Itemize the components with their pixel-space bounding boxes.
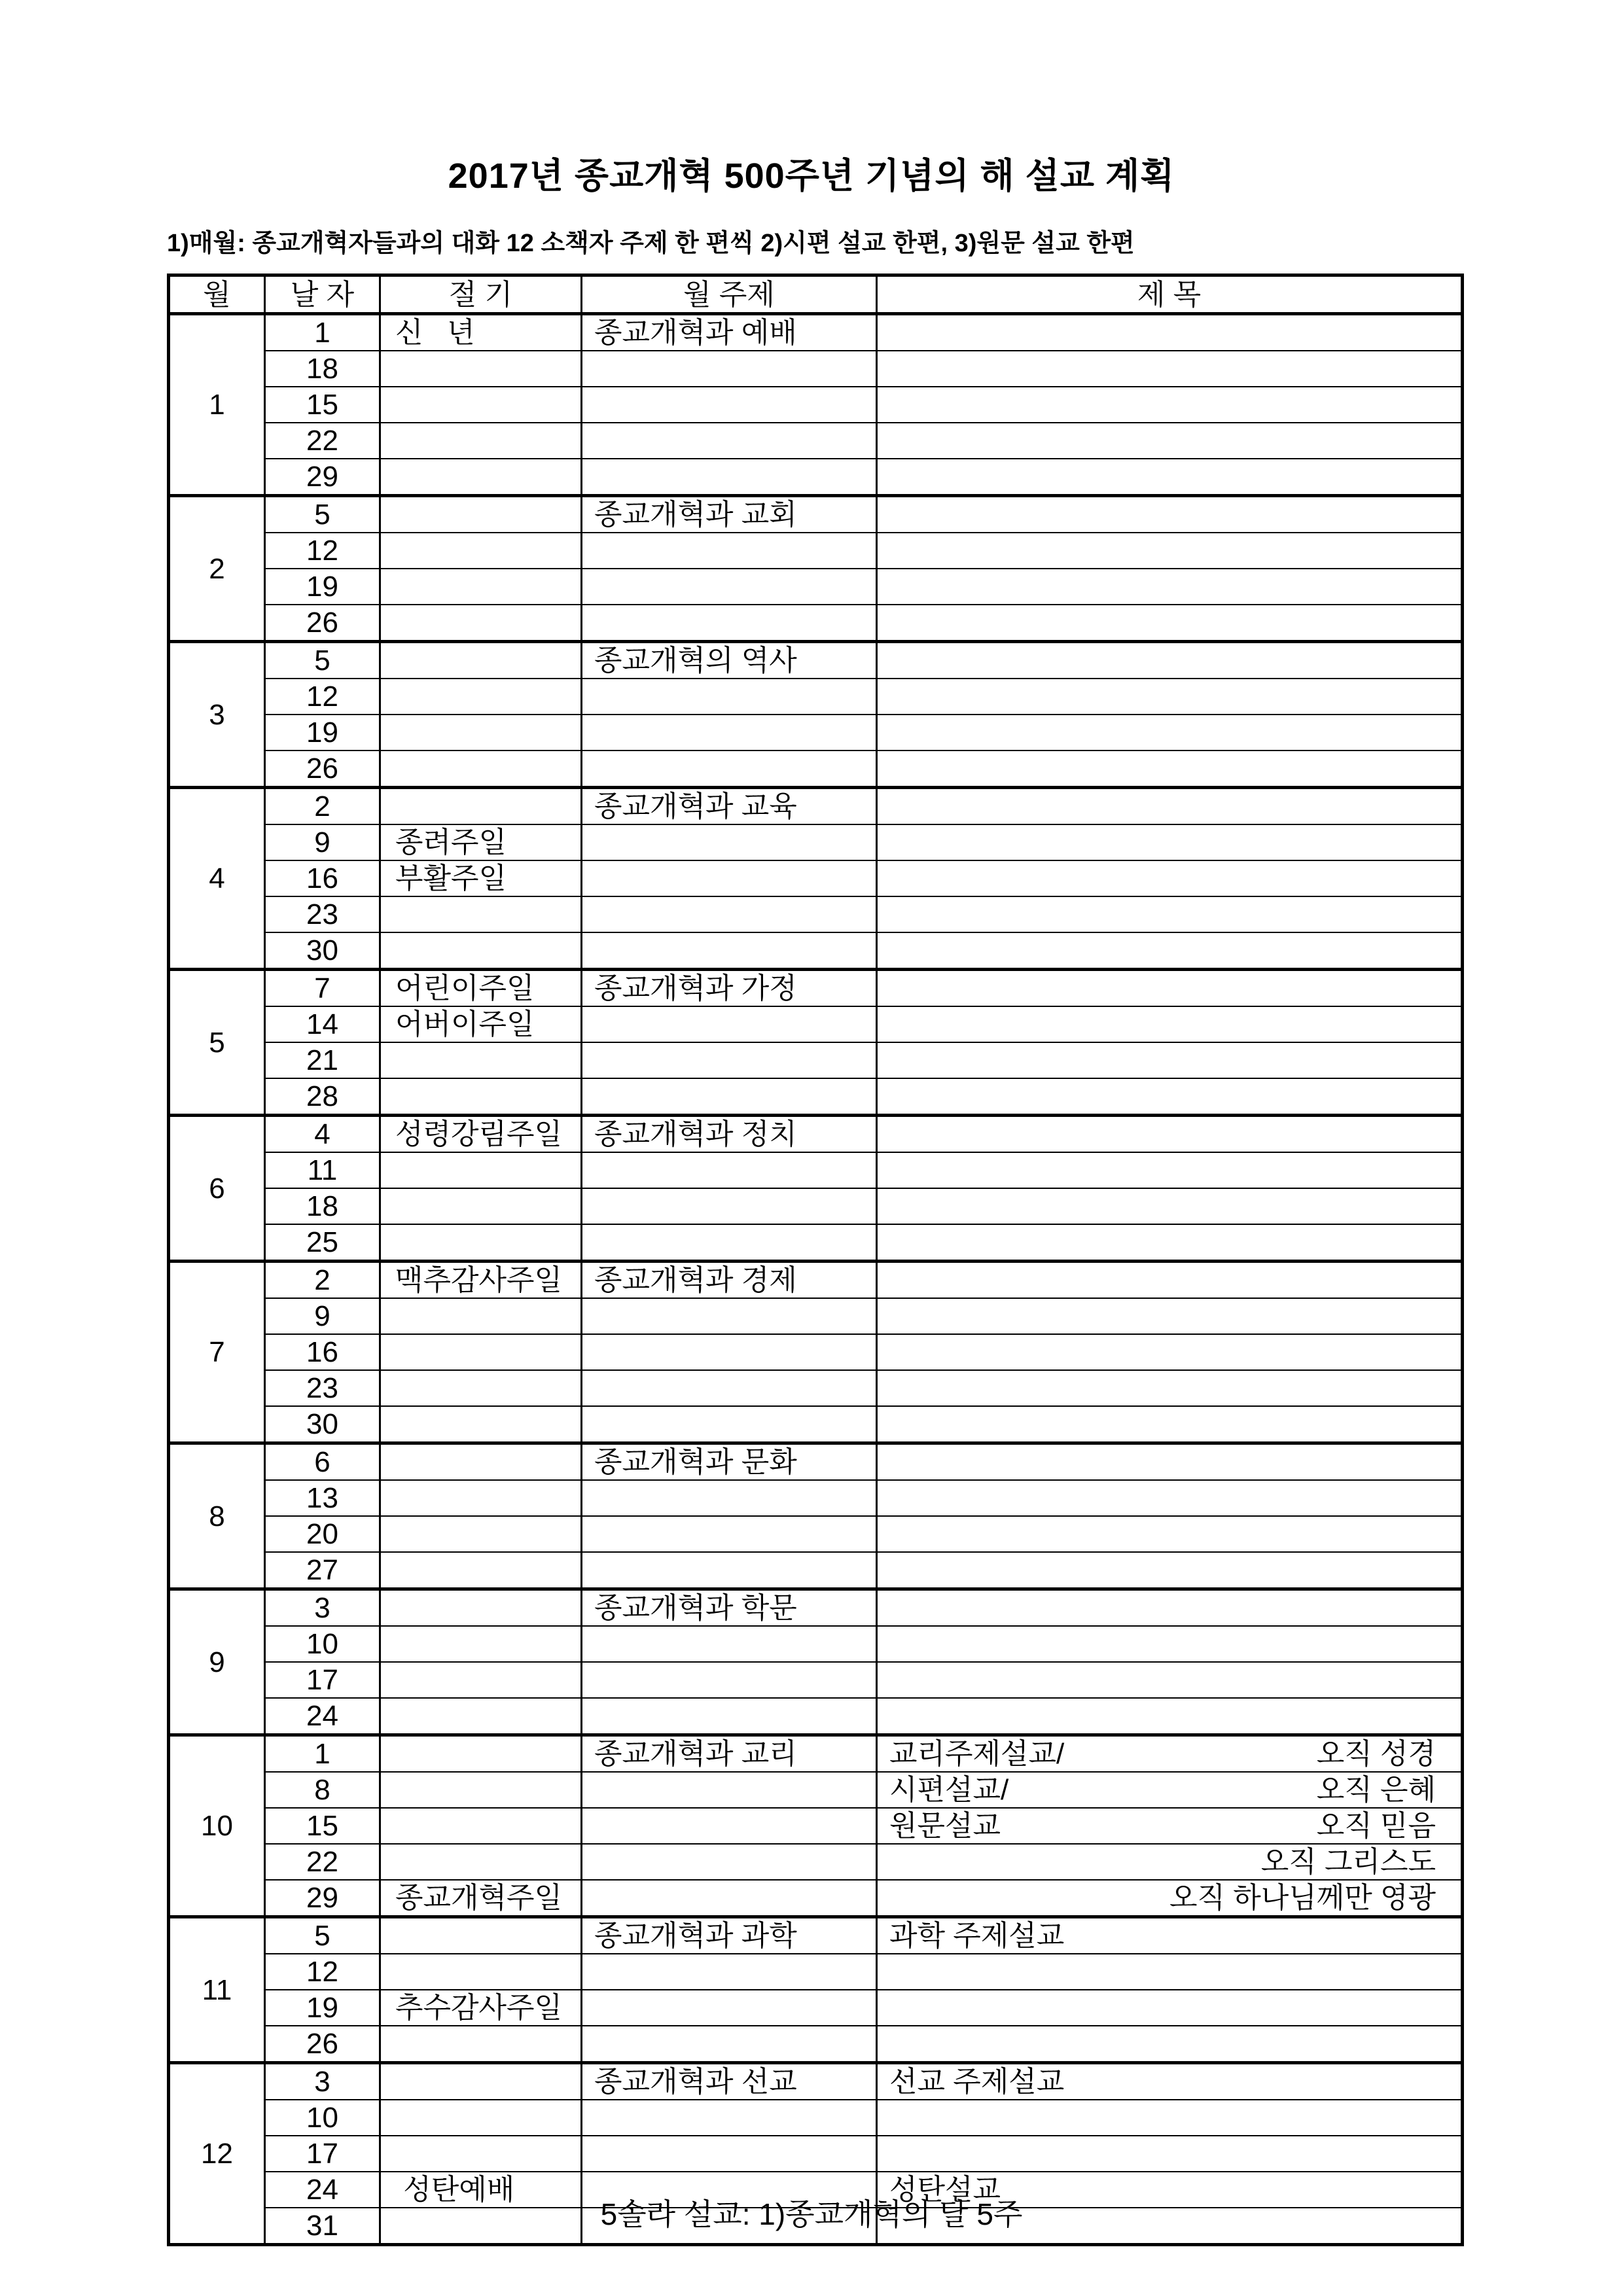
- month-cell: 4: [169, 788, 265, 970]
- season-cell: [380, 2026, 582, 2063]
- date-cell: 16: [265, 1334, 380, 1370]
- date-cell: 20: [265, 1516, 380, 1552]
- title-cell: [877, 2100, 1463, 2136]
- theme-cell: 종교개혁과 학문: [582, 1589, 877, 1627]
- season-cell: [380, 1370, 582, 1406]
- table-row: [169, 2063, 1463, 2100]
- table-row: [169, 1772, 1463, 1808]
- season-cell: [380, 605, 582, 642]
- table-row: [169, 1735, 1463, 1773]
- table-row: [169, 715, 1463, 751]
- table-row: [169, 788, 1463, 825]
- title-cell: [877, 1443, 1463, 1481]
- title-right-text: 오직 믿음: [1316, 1810, 1436, 1842]
- date-cell: 26: [265, 605, 380, 642]
- header-cell-date: 날 자: [265, 275, 380, 314]
- theme-cell: [582, 751, 877, 788]
- table-row: [169, 2026, 1463, 2063]
- title-cell: [877, 1772, 1463, 1808]
- season-cell: 어린이주일: [380, 970, 582, 1007]
- date-cell: 22: [265, 1844, 380, 1880]
- table-row: [169, 1152, 1463, 1188]
- theme-cell: [582, 896, 877, 932]
- table-row: [169, 896, 1463, 932]
- theme-cell: 종교개혁과 정치: [582, 1116, 877, 1153]
- season-cell: [380, 459, 582, 496]
- title-cell: [877, 932, 1463, 970]
- table-row: [169, 1880, 1463, 1917]
- table-row: [169, 1116, 1463, 1153]
- season-cell: [380, 896, 582, 932]
- theme-cell: [582, 1334, 877, 1370]
- date-cell: 9: [265, 824, 380, 860]
- date-cell: 21: [265, 1042, 380, 1078]
- date-cell: 26: [265, 751, 380, 788]
- season-cell: [380, 1188, 582, 1224]
- date-cell: 26: [265, 2026, 380, 2063]
- title-cell: [877, 533, 1463, 569]
- table-row: [169, 1662, 1463, 1698]
- title-cell: [877, 860, 1463, 896]
- theme-cell: [582, 1626, 877, 1662]
- date-cell: 6: [265, 1443, 380, 1481]
- season-cell: [380, 1224, 582, 1262]
- table-row: [169, 642, 1463, 679]
- table-row: [169, 605, 1463, 642]
- theme-cell: [582, 2136, 877, 2172]
- theme-cell: [582, 1698, 877, 1735]
- title-cell: [877, 1552, 1463, 1589]
- table-row: [169, 387, 1463, 423]
- table-row: [169, 1626, 1463, 1662]
- season-cell: [380, 788, 582, 825]
- date-cell: 12: [265, 679, 380, 715]
- theme-cell: [582, 932, 877, 970]
- title-cell: [877, 605, 1463, 642]
- title-cell: [877, 896, 1463, 932]
- date-cell: 18: [265, 1188, 380, 1224]
- title-cell: [877, 1370, 1463, 1406]
- table-row: [169, 1188, 1463, 1224]
- table-row: [169, 970, 1463, 1007]
- theme-cell: 종교개혁과 예배: [582, 314, 877, 351]
- date-cell: 30: [265, 1406, 380, 1443]
- document-title: 2017년 종교개혁 500주년 기념의 해 설교 계획: [448, 156, 1175, 196]
- theme-cell: [582, 1042, 877, 1078]
- table-row: [169, 1262, 1463, 1299]
- season-cell: [380, 496, 582, 533]
- title-cell: [877, 1917, 1463, 1954]
- title-cell: [877, 1626, 1463, 1662]
- date-cell: 5: [265, 642, 380, 679]
- season-cell: [380, 1954, 582, 1990]
- date-cell: 1: [265, 1735, 380, 1773]
- season-cell: [380, 1443, 582, 1481]
- table-row: [169, 314, 1463, 351]
- theme-cell: [582, 459, 877, 496]
- date-cell: 31: [265, 2208, 380, 2245]
- season-cell: [380, 569, 582, 605]
- table-row: [169, 1078, 1463, 1116]
- date-cell: 10: [265, 2100, 380, 2136]
- date-cell: 16: [265, 860, 380, 896]
- title-cell: [877, 824, 1463, 860]
- title-cell: [877, 1589, 1463, 1627]
- theme-cell: [582, 1552, 877, 1589]
- date-cell: 10: [265, 1626, 380, 1662]
- document-subtitle: 1)매월: 종교개혁자들과의 대화 12 소책자 주제 한 편씩 2)시편 설교 한편, 3)원문 설교 한편: [167, 230, 1135, 257]
- footer-note: 5솔라 설교: 1)종교개혁의 달 5주: [600, 2197, 1023, 2231]
- theme-cell: [582, 2026, 877, 2063]
- title-left-text: 선교 주제설교: [889, 2066, 1065, 2098]
- table-row: [169, 533, 1463, 569]
- date-cell: 5: [265, 496, 380, 533]
- title-cell: [877, 1188, 1463, 1224]
- plan-table-body: [169, 314, 1463, 2245]
- table-header-row: [169, 275, 1463, 314]
- title-right-text: 오직 은혜: [1316, 1774, 1436, 1806]
- table-row: [169, 1370, 1463, 1406]
- theme-cell: 종교개혁과 교리: [582, 1735, 877, 1773]
- table-row: [169, 351, 1463, 387]
- theme-cell: [582, 1224, 877, 1262]
- theme-cell: 종교개혁과 경제: [582, 1262, 877, 1299]
- title-cell: [877, 1990, 1463, 2026]
- season-cell: [380, 423, 582, 459]
- title-cell: [877, 2136, 1463, 2172]
- table-row: [169, 1990, 1463, 2026]
- season-cell: 부활주일: [380, 860, 582, 896]
- theme-cell: 종교개혁과 교육: [582, 788, 877, 825]
- month-cell: 6: [169, 1116, 265, 1262]
- table-row: [169, 860, 1463, 896]
- title-left-text: 성탄설교: [889, 2174, 1001, 2206]
- date-cell: 19: [265, 715, 380, 751]
- date-cell: 4: [265, 1116, 380, 1153]
- date-cell: 30: [265, 932, 380, 970]
- date-cell: 14: [265, 1006, 380, 1042]
- table-row: [169, 751, 1463, 788]
- table-row: [169, 1844, 1463, 1880]
- date-cell: 11: [265, 1152, 380, 1188]
- date-cell: 15: [265, 387, 380, 423]
- header-cell-theme: 월 주제: [582, 275, 877, 314]
- date-cell: 13: [265, 1480, 380, 1516]
- theme-cell: [582, 824, 877, 860]
- title-right-text: 오직 성경: [1316, 1738, 1436, 1770]
- date-cell: 19: [265, 569, 380, 605]
- table-row: [169, 1443, 1463, 1481]
- theme-cell: [582, 2100, 877, 2136]
- theme-cell: [582, 351, 877, 387]
- title-cell: [877, 1152, 1463, 1188]
- month-cell: 12: [169, 2063, 265, 2245]
- title-cell: [877, 2026, 1463, 2063]
- month-cell: 8: [169, 1443, 265, 1589]
- season-cell: [380, 1516, 582, 1552]
- title-cell: [877, 1880, 1463, 1917]
- theme-cell: 종교개혁과 과학: [582, 1917, 877, 1954]
- date-cell: 7: [265, 970, 380, 1007]
- date-cell: 5: [265, 1917, 380, 1954]
- title-cell: [877, 1480, 1463, 1516]
- theme-cell: [582, 1880, 877, 1917]
- header-cell-title: 제 목: [877, 275, 1463, 314]
- title-left-text: 과학 주제설교: [889, 1920, 1065, 1952]
- title-cell: [877, 423, 1463, 459]
- season-cell: 맥추감사주일: [380, 1262, 582, 1299]
- season-cell: [380, 351, 582, 387]
- sermon-plan-table: [167, 274, 1464, 2246]
- month-cell: 1: [169, 314, 265, 496]
- title-cell: [877, 679, 1463, 715]
- title-cell: [877, 970, 1463, 1007]
- season-cell: [380, 2136, 582, 2172]
- table-row: [169, 679, 1463, 715]
- date-cell: 19: [265, 1990, 380, 2026]
- theme-cell: 종교개혁과 가정: [582, 970, 877, 1007]
- date-cell: 9: [265, 1298, 380, 1334]
- season-cell: [380, 715, 582, 751]
- table-row: [169, 1954, 1463, 1990]
- date-cell: 18: [265, 351, 380, 387]
- title-cell: [877, 1262, 1463, 1299]
- table-row: [169, 1917, 1463, 1954]
- season-cell: [380, 1917, 582, 1954]
- season-cell: [380, 533, 582, 569]
- season-cell: [380, 1844, 582, 1880]
- season-cell: [380, 679, 582, 715]
- title-left-text: 교리주제설교/: [889, 1738, 1065, 1770]
- date-cell: 15: [265, 1808, 380, 1844]
- theme-cell: [582, 1152, 877, 1188]
- month-cell: 3: [169, 642, 265, 788]
- date-cell: 2: [265, 1262, 380, 1299]
- date-cell: 23: [265, 1370, 380, 1406]
- title-cell: [877, 1116, 1463, 1153]
- season-cell: [380, 1152, 582, 1188]
- theme-cell: [582, 715, 877, 751]
- title-cell: [877, 1298, 1463, 1334]
- table-row: [169, 1552, 1463, 1589]
- date-cell: 29: [265, 1880, 380, 1917]
- date-cell: 25: [265, 1224, 380, 1262]
- date-cell: 29: [265, 459, 380, 496]
- theme-cell: 종교개혁의 역사: [582, 642, 877, 679]
- title-cell: [877, 459, 1463, 496]
- title-left-text: 시편설교/: [889, 1774, 1009, 1806]
- theme-cell: 종교개혁과 교회: [582, 496, 877, 533]
- theme-cell: 종교개혁과 문화: [582, 1443, 877, 1481]
- table-row: [169, 2136, 1463, 2172]
- title-cell: [877, 751, 1463, 788]
- date-cell: 3: [265, 2063, 380, 2100]
- month-cell: 11: [169, 1917, 265, 2063]
- title-cell: [877, 1078, 1463, 1116]
- title-cell: [877, 1006, 1463, 1042]
- theme-cell: [582, 1406, 877, 1443]
- season-cell: [380, 1298, 582, 1334]
- month-cell: 7: [169, 1262, 265, 1443]
- title-cell: [877, 788, 1463, 825]
- season-cell: [380, 387, 582, 423]
- table-row: [169, 496, 1463, 533]
- season-cell: 종교개혁주일: [380, 1880, 582, 1917]
- title-left-text: 원문설교: [889, 1810, 1001, 1842]
- theme-cell: [582, 387, 877, 423]
- theme-cell: [582, 1006, 877, 1042]
- title-cell: [877, 1808, 1463, 1844]
- theme-cell: [582, 1078, 877, 1116]
- season-cell: 어버이주일: [380, 1006, 582, 1042]
- table-row: [169, 1224, 1463, 1262]
- title-cell: [877, 314, 1463, 351]
- season-cell: [380, 1772, 582, 1808]
- theme-cell: [582, 1298, 877, 1334]
- month-cell: 10: [169, 1735, 265, 1917]
- season-cell: [380, 1698, 582, 1735]
- theme-cell: [582, 1370, 877, 1406]
- theme-cell: [582, 1954, 877, 1990]
- date-cell: 12: [265, 1954, 380, 1990]
- table-row: [169, 1006, 1463, 1042]
- table-row: [169, 1516, 1463, 1552]
- date-cell: 2: [265, 788, 380, 825]
- theme-cell: [582, 605, 877, 642]
- table-row: [169, 1334, 1463, 1370]
- title-cell: [877, 1735, 1463, 1773]
- title-cell: [877, 1042, 1463, 1078]
- season-cell: [380, 1589, 582, 1627]
- theme-cell: [582, 1808, 877, 1844]
- season-cell: 신 년: [380, 314, 582, 351]
- title-cell: [877, 387, 1463, 423]
- season-cell: 종려주일: [380, 824, 582, 860]
- theme-cell: [582, 679, 877, 715]
- date-cell: 23: [265, 896, 380, 932]
- date-cell: 17: [265, 2136, 380, 2172]
- season-cell: [380, 642, 582, 679]
- theme-cell: [582, 1844, 877, 1880]
- season-cell: [380, 751, 582, 788]
- season-cell: [380, 1552, 582, 1589]
- table-row: [169, 932, 1463, 970]
- title-cell: [877, 351, 1463, 387]
- table-row: [169, 1808, 1463, 1844]
- theme-cell: [582, 1188, 877, 1224]
- table-row: [169, 459, 1463, 496]
- theme-cell: [582, 423, 877, 459]
- title-cell: [877, 1334, 1463, 1370]
- season-cell: 추수감사주일: [380, 1990, 582, 2026]
- table-row: [169, 423, 1463, 459]
- title-cell: [877, 1224, 1463, 1262]
- season-cell: 성령강림주일: [380, 1116, 582, 1153]
- table-row: [169, 1698, 1463, 1735]
- date-cell: 8: [265, 1772, 380, 1808]
- table-row: [169, 1480, 1463, 1516]
- theme-cell: [582, 533, 877, 569]
- season-cell: [380, 1480, 582, 1516]
- season-cell: [380, 1078, 582, 1116]
- season-cell: [380, 1662, 582, 1698]
- date-cell: 3: [265, 1589, 380, 1627]
- date-cell: 24: [265, 1698, 380, 1735]
- theme-cell: [582, 1772, 877, 1808]
- title-cell: [877, 496, 1463, 533]
- date-cell: 17: [265, 1662, 380, 1698]
- theme-cell: [582, 1662, 877, 1698]
- date-cell: 1: [265, 314, 380, 351]
- month-cell: 9: [169, 1589, 265, 1735]
- table-row: [169, 1406, 1463, 1443]
- table-row: [169, 1589, 1463, 1627]
- title-cell: [877, 642, 1463, 679]
- title-right-text: 오직 그리스도: [1260, 1846, 1436, 1878]
- theme-cell: 종교개혁과 선교: [582, 2063, 877, 2100]
- month-cell: 2: [169, 496, 265, 642]
- theme-cell: [582, 1990, 877, 2026]
- season-cell: [380, 1042, 582, 1078]
- theme-cell: [582, 1480, 877, 1516]
- season-cell: [380, 1808, 582, 1844]
- date-cell: 27: [265, 1552, 380, 1589]
- title-cell: [877, 1406, 1463, 1443]
- date-cell: 22: [265, 423, 380, 459]
- title-cell: [877, 715, 1463, 751]
- season-cell: [380, 1406, 582, 1443]
- table-row: [169, 1042, 1463, 1078]
- season-cell: [380, 2100, 582, 2136]
- season-cell: 성탄예배: [380, 2172, 582, 2208]
- theme-cell: [582, 569, 877, 605]
- date-cell: 12: [265, 533, 380, 569]
- table-row: [169, 569, 1463, 605]
- title-cell: [877, 1954, 1463, 1990]
- title-cell: [877, 1698, 1463, 1735]
- header-cell-month: 월: [169, 275, 265, 314]
- season-cell: [380, 1735, 582, 1773]
- month-cell: 5: [169, 970, 265, 1116]
- season-cell: [380, 2063, 582, 2100]
- title-cell: [877, 1516, 1463, 1552]
- title-cell: [877, 1844, 1463, 1880]
- title-cell: [877, 1662, 1463, 1698]
- title-right-text: 오직 하나님께만 영광: [1169, 1882, 1436, 1914]
- header-cell-season: 절 기: [380, 275, 582, 314]
- season-cell: [380, 932, 582, 970]
- theme-cell: [582, 860, 877, 896]
- title-cell: [877, 2063, 1463, 2100]
- date-cell: 28: [265, 1078, 380, 1116]
- date-cell: 24: [265, 2172, 380, 2208]
- theme-cell: [582, 1516, 877, 1552]
- table-row: [169, 824, 1463, 860]
- table-row: [169, 1298, 1463, 1334]
- season-cell: [380, 1626, 582, 1662]
- table-row: [169, 2100, 1463, 2136]
- title-cell: [877, 569, 1463, 605]
- season-cell: [380, 1334, 582, 1370]
